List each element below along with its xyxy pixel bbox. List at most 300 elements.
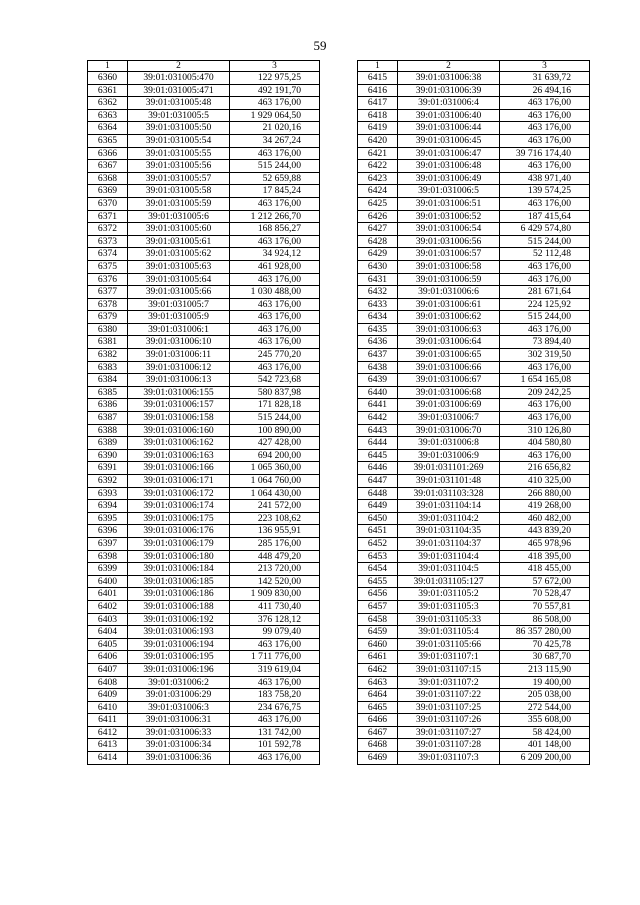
table-row: [88, 349, 320, 362]
cadastral-number: 39:01:031006:185: [128, 575, 230, 588]
row-number: 6462: [358, 663, 398, 676]
amount: 58 424,00: [500, 726, 590, 739]
amount: 418 395,00: [500, 550, 590, 563]
amount: 319 619,04: [230, 663, 320, 676]
cadastral-number: 39:01:031104:37: [398, 537, 500, 550]
table-row: [358, 147, 590, 160]
cadastral-number: 39:01:031006:56: [398, 235, 500, 248]
cadastral-number: 39:01:031005:66: [128, 286, 230, 299]
amount: 1 711 776,00: [230, 651, 320, 664]
cadastral-number: 39:01:031006:70: [398, 424, 500, 437]
table-row: [358, 160, 590, 173]
row-number: 6391: [88, 462, 128, 475]
table-row: [358, 475, 590, 488]
amount: 1 909 830,00: [230, 588, 320, 601]
amount: 171 828,18: [230, 399, 320, 412]
cadastral-number: 39:01:031006:179: [128, 537, 230, 550]
row-number: 6423: [358, 172, 398, 185]
amount: 463 176,00: [230, 676, 320, 689]
table-row: [358, 714, 590, 727]
cadastral-number: 39:01:031006:162: [128, 437, 230, 450]
cadastral-number: 39:01:031005:470: [128, 72, 230, 85]
row-number: 6382: [88, 349, 128, 362]
row-number: 6446: [358, 462, 398, 475]
amount: 463 176,00: [230, 235, 320, 248]
amount: 401 148,00: [500, 739, 590, 752]
table-row: [88, 374, 320, 387]
amount: 183 758,20: [230, 689, 320, 702]
cadastral-number: 39:01:031006:13: [128, 374, 230, 387]
table-row: [358, 525, 590, 538]
amount: 6 429 574,80: [500, 223, 590, 236]
amount: 1 064 430,00: [230, 487, 320, 500]
cadastral-number: 39:01:031104:35: [398, 525, 500, 538]
row-number: 6368: [88, 172, 128, 185]
row-number: 6445: [358, 449, 398, 462]
amount: 213 720,00: [230, 563, 320, 576]
row-number: 6420: [358, 134, 398, 147]
table-row: [88, 260, 320, 273]
table-row: [358, 235, 590, 248]
table-row: [88, 714, 320, 727]
row-number: 6461: [358, 651, 398, 664]
row-number: 6365: [88, 134, 128, 147]
table-row: [88, 172, 320, 185]
row-number: 6453: [358, 550, 398, 563]
row-number: 6466: [358, 714, 398, 727]
table-row: [88, 361, 320, 374]
table-row: [358, 336, 590, 349]
cadastral-number: 39:01:031006:61: [398, 298, 500, 311]
table-row: [88, 399, 320, 412]
table-row: [88, 197, 320, 210]
cadastral-number: 39:01:031006:174: [128, 500, 230, 513]
table-row: [88, 273, 320, 286]
column-header-3: 3: [500, 61, 590, 72]
cadastral-number: 39:01:031105:4: [398, 626, 500, 639]
row-number: 6387: [88, 412, 128, 425]
table-row: [88, 663, 320, 676]
row-number: 6395: [88, 512, 128, 525]
cadastral-number: 39:01:031101:48: [398, 475, 500, 488]
cadastral-number: 39:01:031006:9: [398, 449, 500, 462]
cadastral-number: 39:01:031006:3: [128, 701, 230, 714]
row-number: 6381: [88, 336, 128, 349]
row-number: 6464: [358, 689, 398, 702]
table-row: [88, 323, 320, 336]
table-row: [358, 638, 590, 651]
row-number: 6427: [358, 223, 398, 236]
cadastral-number: 39:01:031006:51: [398, 197, 500, 210]
row-number: 6443: [358, 424, 398, 437]
cadastral-number: 39:01:031101:269: [398, 462, 500, 475]
amount: 31 639,72: [500, 72, 590, 85]
row-number: 6415: [358, 72, 398, 85]
row-number: 6441: [358, 399, 398, 412]
cadastral-number: 39:01:031005:57: [128, 172, 230, 185]
table-row: [88, 147, 320, 160]
row-number: 6361: [88, 84, 128, 97]
table-row: [358, 500, 590, 513]
amount: 463 176,00: [500, 361, 590, 374]
table-row: [88, 449, 320, 462]
cadastral-number: 39:01:031006:69: [398, 399, 500, 412]
cadastral-number: 39:01:031006:49: [398, 172, 500, 185]
row-number: 6449: [358, 500, 398, 513]
table-row: [358, 84, 590, 97]
amount: 463 176,00: [500, 197, 590, 210]
table-row: [88, 600, 320, 613]
table-row: [358, 626, 590, 639]
row-number: 6369: [88, 185, 128, 198]
cadastral-number: 39:01:031006:45: [398, 134, 500, 147]
right-table-body: [358, 72, 590, 765]
amount: 463 176,00: [230, 298, 320, 311]
table-row: [358, 109, 590, 122]
cadastral-number: 39:01:031005:50: [128, 122, 230, 135]
row-number: 6367: [88, 160, 128, 173]
cadastral-number: 39:01:031103:328: [398, 487, 500, 500]
row-number: 6413: [88, 739, 128, 752]
amount: 285 176,00: [230, 537, 320, 550]
cadastral-number: 39:01:031005:7: [128, 298, 230, 311]
left-table-body: [88, 72, 320, 765]
amount: 139 574,25: [500, 185, 590, 198]
cadastral-number: 39:01:031006:48: [398, 160, 500, 173]
row-number: 6390: [88, 449, 128, 462]
table-row: [358, 172, 590, 185]
table-row: [88, 97, 320, 110]
table-row: [358, 185, 590, 198]
cadastral-number: 39:01:031006:157: [128, 399, 230, 412]
cadastral-number: 39:01:031105:66: [398, 638, 500, 651]
amount: 463 176,00: [230, 714, 320, 727]
cadastral-number: 39:01:031107:15: [398, 663, 500, 676]
amount: 205 038,00: [500, 689, 590, 702]
row-number: 6434: [358, 311, 398, 324]
row-number: 6384: [88, 374, 128, 387]
amount: 241 572,00: [230, 500, 320, 513]
table-row: [88, 248, 320, 261]
row-number: 6433: [358, 298, 398, 311]
row-number: 6405: [88, 638, 128, 651]
column-header-1: 1: [358, 61, 398, 72]
table-row: [358, 663, 590, 676]
amount: 245 770,20: [230, 349, 320, 362]
amount: 1 929 064,50: [230, 109, 320, 122]
cadastral-number: 39:01:031005:63: [128, 260, 230, 273]
table-row: [88, 752, 320, 765]
cadastral-number: 39:01:031006:175: [128, 512, 230, 525]
table-row: [88, 122, 320, 135]
cadastral-number: 39:01:031006:29: [128, 689, 230, 702]
amount: 100 890,00: [230, 424, 320, 437]
row-number: 6398: [88, 550, 128, 563]
cadastral-number: 39:01:031005:62: [128, 248, 230, 261]
row-number: 6409: [88, 689, 128, 702]
cadastral-number: 39:01:031006:195: [128, 651, 230, 664]
amount: 131 742,00: [230, 726, 320, 739]
amount: 34 924,12: [230, 248, 320, 261]
table-row: [88, 512, 320, 525]
table-row: [358, 651, 590, 664]
row-number: 6397: [88, 537, 128, 550]
amount: 136 955,91: [230, 525, 320, 538]
row-number: 6380: [88, 323, 128, 336]
cadastral-number: 39:01:031006:155: [128, 386, 230, 399]
table-row: [88, 626, 320, 639]
cadastral-number: 39:01:031107:27: [398, 726, 500, 739]
row-number: 6451: [358, 525, 398, 538]
row-number: 6393: [88, 487, 128, 500]
amount: 463 176,00: [230, 197, 320, 210]
row-number: 6430: [358, 260, 398, 273]
cadastral-number: 39:01:031006:163: [128, 449, 230, 462]
amount: 39 716 174,40: [500, 147, 590, 160]
table-row: [88, 437, 320, 450]
row-number: 6392: [88, 475, 128, 488]
cadastral-number: 39:01:031006:33: [128, 726, 230, 739]
row-number: 6400: [88, 575, 128, 588]
row-number: 6429: [358, 248, 398, 261]
row-number: 6439: [358, 374, 398, 387]
amount: 213 115,90: [500, 663, 590, 676]
table-row: [358, 323, 590, 336]
cadastral-number: 39:01:031006:39: [398, 84, 500, 97]
row-number: 6444: [358, 437, 398, 450]
cadastral-number: 39:01:031005:48: [128, 97, 230, 110]
row-number: 6396: [88, 525, 128, 538]
cadastral-number: 39:01:031005:471: [128, 84, 230, 97]
amount: 86 508,00: [500, 613, 590, 626]
amount: 463 176,00: [230, 323, 320, 336]
column-header-3: 3: [230, 61, 320, 72]
row-number: 6447: [358, 475, 398, 488]
cadastral-number: 39:01:031006:67: [398, 374, 500, 387]
row-number: 6425: [358, 197, 398, 210]
amount: 515 244,00: [230, 160, 320, 173]
cadastral-number: 39:01:031006:12: [128, 361, 230, 374]
amount: 463 176,00: [500, 109, 590, 122]
row-number: 6457: [358, 600, 398, 613]
cadastral-number: 39:01:031006:65: [398, 349, 500, 362]
table-row: [88, 109, 320, 122]
table-row: [358, 311, 590, 324]
table-row: [358, 588, 590, 601]
cadastral-number: 39:01:031005:54: [128, 134, 230, 147]
row-number: 6440: [358, 386, 398, 399]
amount: 418 455,00: [500, 563, 590, 576]
cadastral-number: 39:01:031107:26: [398, 714, 500, 727]
cadastral-number: 39:01:031006:4: [398, 97, 500, 110]
row-number: 6362: [88, 97, 128, 110]
cadastral-number: 39:01:031006:44: [398, 122, 500, 135]
amount: 57 672,00: [500, 575, 590, 588]
table-row: [88, 613, 320, 626]
table-row: [88, 412, 320, 425]
amount: 34 267,24: [230, 134, 320, 147]
table-row: [88, 739, 320, 752]
amount: 448 479,20: [230, 550, 320, 563]
cadastral-number: 39:01:031006:188: [128, 600, 230, 613]
amount: 6 209 200,00: [500, 752, 590, 765]
amount: 168 856,27: [230, 223, 320, 236]
table-row: [358, 286, 590, 299]
table-row: [358, 537, 590, 550]
cadastral-number: 39:01:031107:25: [398, 701, 500, 714]
table-row: [358, 424, 590, 437]
cadastral-number: 39:01:031006:10: [128, 336, 230, 349]
table-row: [358, 575, 590, 588]
cadastral-number: 39:01:031005:9: [128, 311, 230, 324]
amount: 463 176,00: [230, 752, 320, 765]
table-row: [358, 676, 590, 689]
amount: 1 030 488,00: [230, 286, 320, 299]
amount: 223 108,62: [230, 512, 320, 525]
row-number: 6403: [88, 613, 128, 626]
cadastral-number: 39:01:031006:36: [128, 752, 230, 765]
amount: 411 730,40: [230, 600, 320, 613]
row-number: 6386: [88, 399, 128, 412]
cadastral-number: 39:01:031006:8: [398, 437, 500, 450]
table-row: [358, 689, 590, 702]
cadastral-number: 39:01:031006:1: [128, 323, 230, 336]
cadastral-number: 39:01:031107:22: [398, 689, 500, 702]
amount: 19 400,00: [500, 676, 590, 689]
amount: 463 176,00: [500, 160, 590, 173]
row-number: 6419: [358, 122, 398, 135]
table-row: [358, 487, 590, 500]
amount: 463 176,00: [500, 122, 590, 135]
row-number: 6374: [88, 248, 128, 261]
amount: 187 415,64: [500, 210, 590, 223]
row-number: 6452: [358, 537, 398, 550]
cadastral-number: 39:01:031006:62: [398, 311, 500, 324]
row-number: 6363: [88, 109, 128, 122]
table-header-row: [358, 61, 590, 72]
cadastral-number: 39:01:031006:184: [128, 563, 230, 576]
table-row: [88, 475, 320, 488]
cadastral-number: 39:01:031105:3: [398, 600, 500, 613]
row-number: 6469: [358, 752, 398, 765]
amount: 26 494,16: [500, 84, 590, 97]
cadastral-number: 39:01:031006:186: [128, 588, 230, 601]
amount: 463 176,00: [500, 273, 590, 286]
table-row: [358, 449, 590, 462]
amount: 209 242,25: [500, 386, 590, 399]
row-number: 6458: [358, 613, 398, 626]
cadastral-number: 39:01:031006:59: [398, 273, 500, 286]
amount: 1 654 165,08: [500, 374, 590, 387]
cadastral-number: 39:01:031005:55: [128, 147, 230, 160]
cadastral-number: 39:01:031107:28: [398, 739, 500, 752]
amount: 460 482,00: [500, 512, 590, 525]
row-number: 6456: [358, 588, 398, 601]
amount: 463 176,00: [500, 323, 590, 336]
row-number: 6408: [88, 676, 128, 689]
row-number: 6411: [88, 714, 128, 727]
table-row: [88, 689, 320, 702]
amount: 463 176,00: [230, 336, 320, 349]
cadastral-number: 39:01:031005:64: [128, 273, 230, 286]
row-number: 6424: [358, 185, 398, 198]
row-number: 6410: [88, 701, 128, 714]
table-row: [88, 424, 320, 437]
amount: 142 520,00: [230, 575, 320, 588]
amount: 281 671,64: [500, 286, 590, 299]
amount: 580 837,98: [230, 386, 320, 399]
cadastral-number: 39:01:031005:59: [128, 197, 230, 210]
row-number: 6379: [88, 311, 128, 324]
cadastral-number: 39:01:031006:180: [128, 550, 230, 563]
row-number: 6406: [88, 651, 128, 664]
cadastral-number: 39:01:031006:34: [128, 739, 230, 752]
row-number: 6377: [88, 286, 128, 299]
cadastral-number: 39:01:031006:64: [398, 336, 500, 349]
cadastral-number: 39:01:031105:2: [398, 588, 500, 601]
row-number: 6376: [88, 273, 128, 286]
row-number: 6378: [88, 298, 128, 311]
cadastral-number: 39:01:031006:66: [398, 361, 500, 374]
amount: 463 176,00: [500, 412, 590, 425]
row-number: 6414: [88, 752, 128, 765]
row-number: 6371: [88, 210, 128, 223]
row-number: 6370: [88, 197, 128, 210]
cadastral-number: 39:01:031005:5: [128, 109, 230, 122]
cadastral-number: 39:01:031006:31: [128, 714, 230, 727]
row-number: 6373: [88, 235, 128, 248]
row-number: 6375: [88, 260, 128, 273]
table-row: [88, 487, 320, 500]
table-row: [358, 437, 590, 450]
table-row: [88, 84, 320, 97]
cadastral-number: 39:01:031006:57: [398, 248, 500, 261]
table-row: [88, 298, 320, 311]
amount: 70 528,47: [500, 588, 590, 601]
table-row: [88, 500, 320, 513]
table-row: [88, 563, 320, 576]
row-number: 6412: [88, 726, 128, 739]
amount: 21 020,16: [230, 122, 320, 135]
row-number: 6383: [88, 361, 128, 374]
row-number: 6455: [358, 575, 398, 588]
table-row: [358, 412, 590, 425]
amount: 52 659,88: [230, 172, 320, 185]
cadastral-number: 39:01:031107:1: [398, 651, 500, 664]
table-row: [358, 462, 590, 475]
table-row: [88, 575, 320, 588]
row-number: 6399: [88, 563, 128, 576]
amount: 404 580,80: [500, 437, 590, 450]
table-row: [358, 726, 590, 739]
amount: 410 325,00: [500, 475, 590, 488]
row-number: 6450: [358, 512, 398, 525]
cadastral-number: 39:01:031006:58: [398, 260, 500, 273]
amount: 52 112,48: [500, 248, 590, 261]
row-number: 6389: [88, 437, 128, 450]
cadastral-number: 39:01:031005:56: [128, 160, 230, 173]
cadastral-number: 39:01:031104:4: [398, 550, 500, 563]
cadastral-number: 39:01:031005:6: [128, 210, 230, 223]
row-number: 6436: [358, 336, 398, 349]
table-row: [358, 97, 590, 110]
cadastral-number: 39:01:031005:61: [128, 235, 230, 248]
cadastral-number: 39:01:031006:171: [128, 475, 230, 488]
cadastral-number: 39:01:031006:196: [128, 663, 230, 676]
amount: 419 268,00: [500, 500, 590, 513]
column-header-1: 1: [88, 61, 128, 72]
cadastral-number: 39:01:031105:127: [398, 575, 500, 588]
